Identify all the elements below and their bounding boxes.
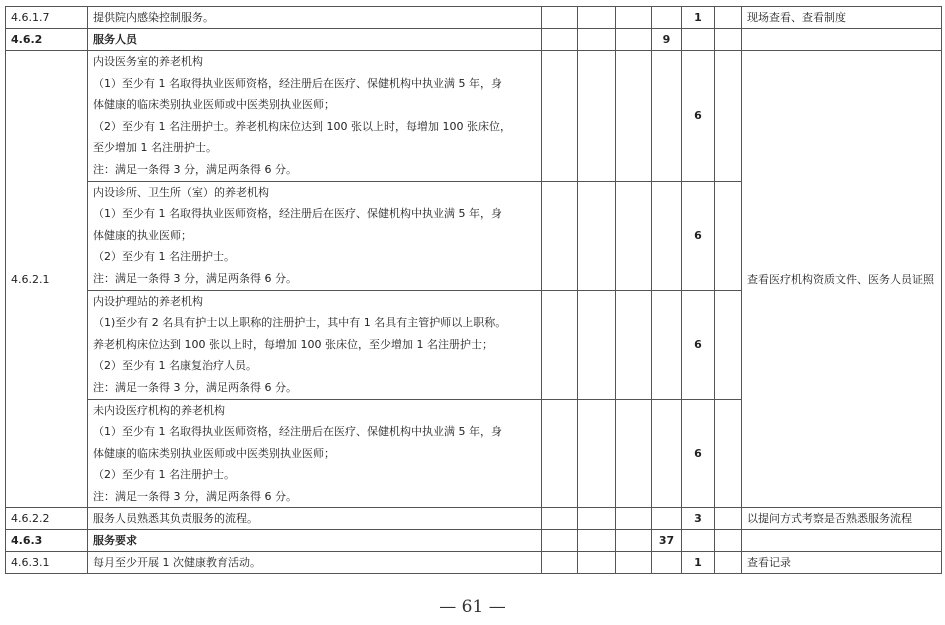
empty-cell <box>542 51 578 182</box>
table-row <box>6 7 942 29</box>
assessment-method: 查看医疗机构资质文件、医务人员证照 <box>742 51 942 508</box>
block-line: （1)至少有 2 名具有护士以上职称的注册护士，其中有 1 名具有主管护师以上职称。 <box>93 316 507 330</box>
empty-cell <box>578 51 616 182</box>
empty-cell <box>715 530 742 552</box>
requirement-block <box>88 290 542 399</box>
empty-cell <box>542 530 578 552</box>
block-line: （1）至少有 1 名取得执业医师资格，经注册后在医疗、保健机构中执业满 5 年，身 <box>93 425 502 439</box>
block-line: 体健康的执业医师； <box>93 228 192 242</box>
empty-cell <box>682 29 715 51</box>
empty-cell <box>652 552 682 574</box>
empty-cell <box>616 7 652 29</box>
empty-cell <box>542 7 578 29</box>
empty-cell <box>652 7 682 29</box>
empty-cell <box>616 552 652 574</box>
block-note: 注：满足一条得 3 分，满足两条得 6 分。 <box>93 162 297 176</box>
block-line: 体健康的临床类别执业医师或中医类别执业医师； <box>93 446 335 460</box>
empty-cell <box>715 552 742 574</box>
empty-cell <box>578 552 616 574</box>
empty-cell <box>682 530 715 552</box>
item-code: 4.6.2.2 <box>6 508 88 530</box>
table-row <box>6 508 942 530</box>
empty-cell <box>578 290 616 399</box>
assessment-method: 现场查看、查看制度 <box>742 7 942 29</box>
assessment-method: 以提问方式考察是否熟悉服务流程 <box>742 508 942 530</box>
empty-cell <box>578 181 616 290</box>
empty-cell <box>616 290 652 399</box>
empty-cell <box>616 399 652 508</box>
section-row <box>6 29 942 51</box>
requirement-block <box>88 181 542 290</box>
empty-cell <box>578 399 616 508</box>
block-note: 注：满足一条得 3 分，满足两条得 6 分。 <box>93 271 297 285</box>
empty-cell <box>715 181 742 290</box>
empty-cell <box>542 181 578 290</box>
empty-cell <box>578 508 616 530</box>
empty-cell <box>715 508 742 530</box>
block-note: 注：满足一条得 3 分，满足两条得 6 分。 <box>93 489 297 503</box>
block-title: 未内设医疗机构的养老机构 <box>93 403 225 417</box>
block-line: 养老机构床位达到 100 张以上时，每增加 100 张床位，至少增加 1 名注册护士； <box>93 337 493 351</box>
block-title: 内设护理站的养老机构 <box>93 294 203 308</box>
item-content: 服务人员熟悉其负责服务的流程。 <box>88 508 542 530</box>
section-row <box>6 530 942 552</box>
empty-cell <box>578 530 616 552</box>
item-score: 1 <box>682 7 715 29</box>
item-score: 1 <box>682 552 715 574</box>
empty-cell <box>542 508 578 530</box>
item-content: 每月至少开展 1 次健康教育活动。 <box>88 552 542 574</box>
empty-cell <box>542 290 578 399</box>
section-title: 服务人员 <box>88 29 542 51</box>
requirement-block <box>88 399 542 508</box>
block-line: 至少增加 1 名注册护士。 <box>93 141 217 155</box>
block-line: （1）至少有 1 名取得执业医师资格，经注册后在医疗、保健机构中执业满 5 年，身 <box>93 207 502 221</box>
section-code: 4.6.2 <box>6 29 88 51</box>
empty-cell <box>742 530 942 552</box>
block-line: 体健康的临床类别执业医师或中医类别执业医师； <box>93 98 335 112</box>
item-code: 4.6.1.7 <box>6 7 88 29</box>
section-total: 37 <box>652 530 682 552</box>
empty-cell <box>616 51 652 182</box>
item-code: 4.6.3.1 <box>6 552 88 574</box>
section-title: 服务要求 <box>88 530 542 552</box>
empty-cell <box>542 552 578 574</box>
empty-cell <box>578 7 616 29</box>
empty-cell <box>652 181 682 290</box>
section-total: 9 <box>652 29 682 51</box>
empty-cell <box>652 51 682 182</box>
block-line: （2）至少有 1 名康复治疗人员。 <box>93 359 257 373</box>
empty-cell <box>715 29 742 51</box>
block-title: 内设医务室的养老机构 <box>93 55 203 68</box>
empty-cell <box>652 508 682 530</box>
empty-cell <box>578 29 616 51</box>
block-note: 注：满足一条得 3 分，满足两条得 6 分。 <box>93 380 297 394</box>
standards-table <box>5 6 942 574</box>
block-line: （2）至少有 1 名注册护士。养老机构床位达到 100 张以上时，每增加 100 张床位， <box>93 119 511 133</box>
item-score: 6 <box>682 51 715 182</box>
empty-cell <box>715 51 742 182</box>
empty-cell <box>652 290 682 399</box>
empty-cell <box>715 290 742 399</box>
empty-cell <box>616 29 652 51</box>
item-code: 4.6.2.1 <box>6 51 88 508</box>
empty-cell <box>616 508 652 530</box>
empty-cell <box>616 181 652 290</box>
table-row <box>6 51 942 182</box>
block-line: （2）至少有 1 名注册护士。 <box>93 250 235 264</box>
block-title: 内设诊所、卫生所（室）的养老机构 <box>93 185 269 199</box>
section-code: 4.6.3 <box>6 530 88 552</box>
item-score: 6 <box>682 181 715 290</box>
block-line: （2）至少有 1 名注册护士。 <box>93 468 235 482</box>
empty-cell <box>715 399 742 508</box>
empty-cell <box>652 399 682 508</box>
empty-cell <box>542 29 578 51</box>
empty-cell <box>715 7 742 29</box>
block-line: （1）至少有 1 名取得执业医师资格，经注册后在医疗、保健机构中执业满 5 年，身 <box>93 76 502 90</box>
item-score: 3 <box>682 508 715 530</box>
empty-cell <box>742 29 942 51</box>
page-number: — 61 — <box>439 597 506 617</box>
item-content: 提供院内感染控制服务。 <box>88 7 542 29</box>
requirement-block <box>88 51 542 182</box>
empty-cell <box>616 530 652 552</box>
empty-cell <box>542 399 578 508</box>
item-score: 6 <box>682 399 715 508</box>
table-row <box>6 552 942 574</box>
assessment-method: 查看记录 <box>742 552 942 574</box>
item-score: 6 <box>682 290 715 399</box>
